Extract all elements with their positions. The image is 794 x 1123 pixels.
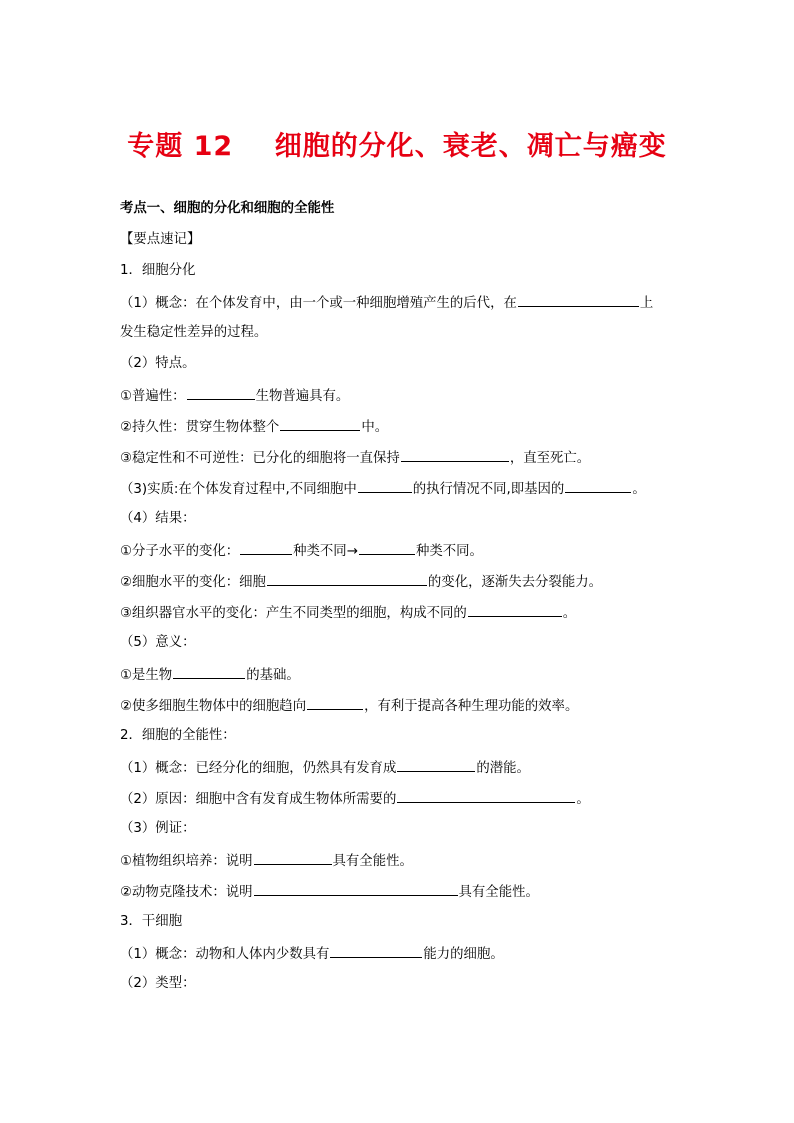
molecular-end: 种类不同。	[415, 544, 483, 559]
toti-reason-line	[120, 788, 590, 810]
tissue-line	[120, 602, 576, 624]
animal-text: 具有全能性。	[458, 885, 539, 900]
meaning-heading: （5）意义：	[120, 635, 196, 650]
page-title: 专题 12 细胞的分化、衰老、凋亡与癌变	[127, 131, 667, 162]
meaning1-line	[120, 664, 300, 686]
answer-blank[interactable]	[401, 447, 509, 462]
meaning2-text: ，有利于提高各种生理功能的效率。	[364, 699, 579, 714]
stem-concept-line	[120, 943, 504, 965]
tissue-end: 。	[562, 606, 577, 621]
answer-blank[interactable]	[254, 850, 332, 865]
memo-heading: 【要点速记】	[120, 232, 201, 247]
cellular-line	[120, 571, 602, 593]
cellular-label: ②细胞水平的变化：细胞	[120, 575, 266, 590]
animal-label: ②动物克隆技术：说明	[120, 885, 253, 900]
diff-concept-cont: 发生稳定性差异的过程。	[120, 325, 268, 340]
answer-blank[interactable]	[280, 416, 360, 431]
answer-blank[interactable]	[330, 943, 422, 958]
toti-reason-end: 。	[576, 792, 590, 807]
meaning2-label: ②使多细胞生物体中的细胞趋向	[120, 699, 307, 714]
features-heading: （2）特点。	[120, 356, 196, 371]
answer-blank[interactable]	[397, 788, 575, 803]
answer-blank[interactable]	[518, 292, 639, 307]
answer-blank[interactable]	[173, 664, 245, 679]
meaning1-text: 的基础。	[246, 668, 300, 683]
tissue-label: ③组织器官水平的变化：产生不同类型的细胞，构成不同的	[120, 606, 467, 621]
stable-line	[120, 447, 590, 469]
universal-line	[120, 385, 349, 407]
molecular-line	[120, 540, 483, 562]
molecular-text: 种类不同→	[293, 544, 358, 559]
diff-concept-end: 上	[639, 296, 654, 311]
cellular-text: 的变化，逐渐失去分裂能力。	[427, 575, 602, 590]
diff-concept-line	[120, 292, 653, 314]
answer-blank[interactable]	[468, 602, 562, 617]
stable-label: ③稳定性和不可逆性：已分化的细胞将一直保持	[120, 451, 400, 466]
answer-blank[interactable]	[254, 881, 458, 896]
essence-line	[120, 478, 646, 500]
stem-cell-heading: 3．干细胞	[120, 914, 183, 929]
stem-types-heading: （2）类型：	[120, 976, 196, 991]
universal-label: ①普遍性：	[120, 389, 186, 404]
toti-concept-label: （1）概念：已经分化的细胞，仍然具有发育成	[120, 761, 397, 776]
persistent-line	[120, 416, 388, 438]
answer-blank[interactable]	[359, 540, 415, 555]
essence-label: （3)实质:在个体发育过程中,不同细胞中	[120, 482, 357, 497]
answer-blank[interactable]	[307, 695, 363, 710]
totipotency-heading: 2．细胞的全能性：	[120, 728, 236, 743]
essence-text: 的执行情况不同,即基因的	[412, 482, 565, 497]
stable-text: ，直至死亡。	[509, 451, 591, 466]
essence-end: 。	[632, 482, 646, 497]
stem-concept-label: （1）概念：动物和人体内少数具有	[120, 947, 330, 962]
differentiation-heading: 1．细胞分化	[120, 263, 196, 278]
molecular-label: ①分子水平的变化：	[120, 544, 240, 559]
answer-blank[interactable]	[397, 757, 475, 772]
example-heading: （3）例证：	[120, 821, 196, 836]
animal-line	[120, 881, 539, 903]
answer-blank[interactable]	[267, 571, 427, 586]
answer-blank[interactable]	[565, 478, 631, 493]
toti-concept-text: 的潜能。	[476, 761, 530, 776]
toti-concept-line	[120, 757, 530, 779]
answer-blank[interactable]	[187, 385, 255, 400]
universal-text: 生物普遍具有。	[255, 389, 350, 404]
answer-blank[interactable]	[358, 478, 412, 493]
toti-reason-label: （2）原因：细胞中含有发育成生物体所需要的	[120, 792, 397, 807]
result-heading: （4）结果：	[120, 511, 196, 526]
persistent-text: 中。	[361, 420, 389, 435]
stem-concept-text: 能力的细胞。	[423, 947, 504, 962]
meaning2-line	[120, 695, 578, 717]
plant-text: 具有全能性。	[332, 854, 413, 869]
diff-concept-text: （1）概念：在个体发育中，由一个或一种细胞增殖产生的后代，在	[120, 296, 517, 311]
answer-blank[interactable]	[240, 540, 292, 555]
plant-line	[120, 850, 413, 872]
persistent-label: ②持久性：贯穿生物体整个	[120, 420, 280, 435]
section-heading: 考点一、细胞的分化和细胞的全能性	[120, 201, 335, 216]
plant-label: ①植物组织培养：说明	[120, 854, 253, 869]
meaning1-label: ①是生物	[120, 668, 173, 683]
